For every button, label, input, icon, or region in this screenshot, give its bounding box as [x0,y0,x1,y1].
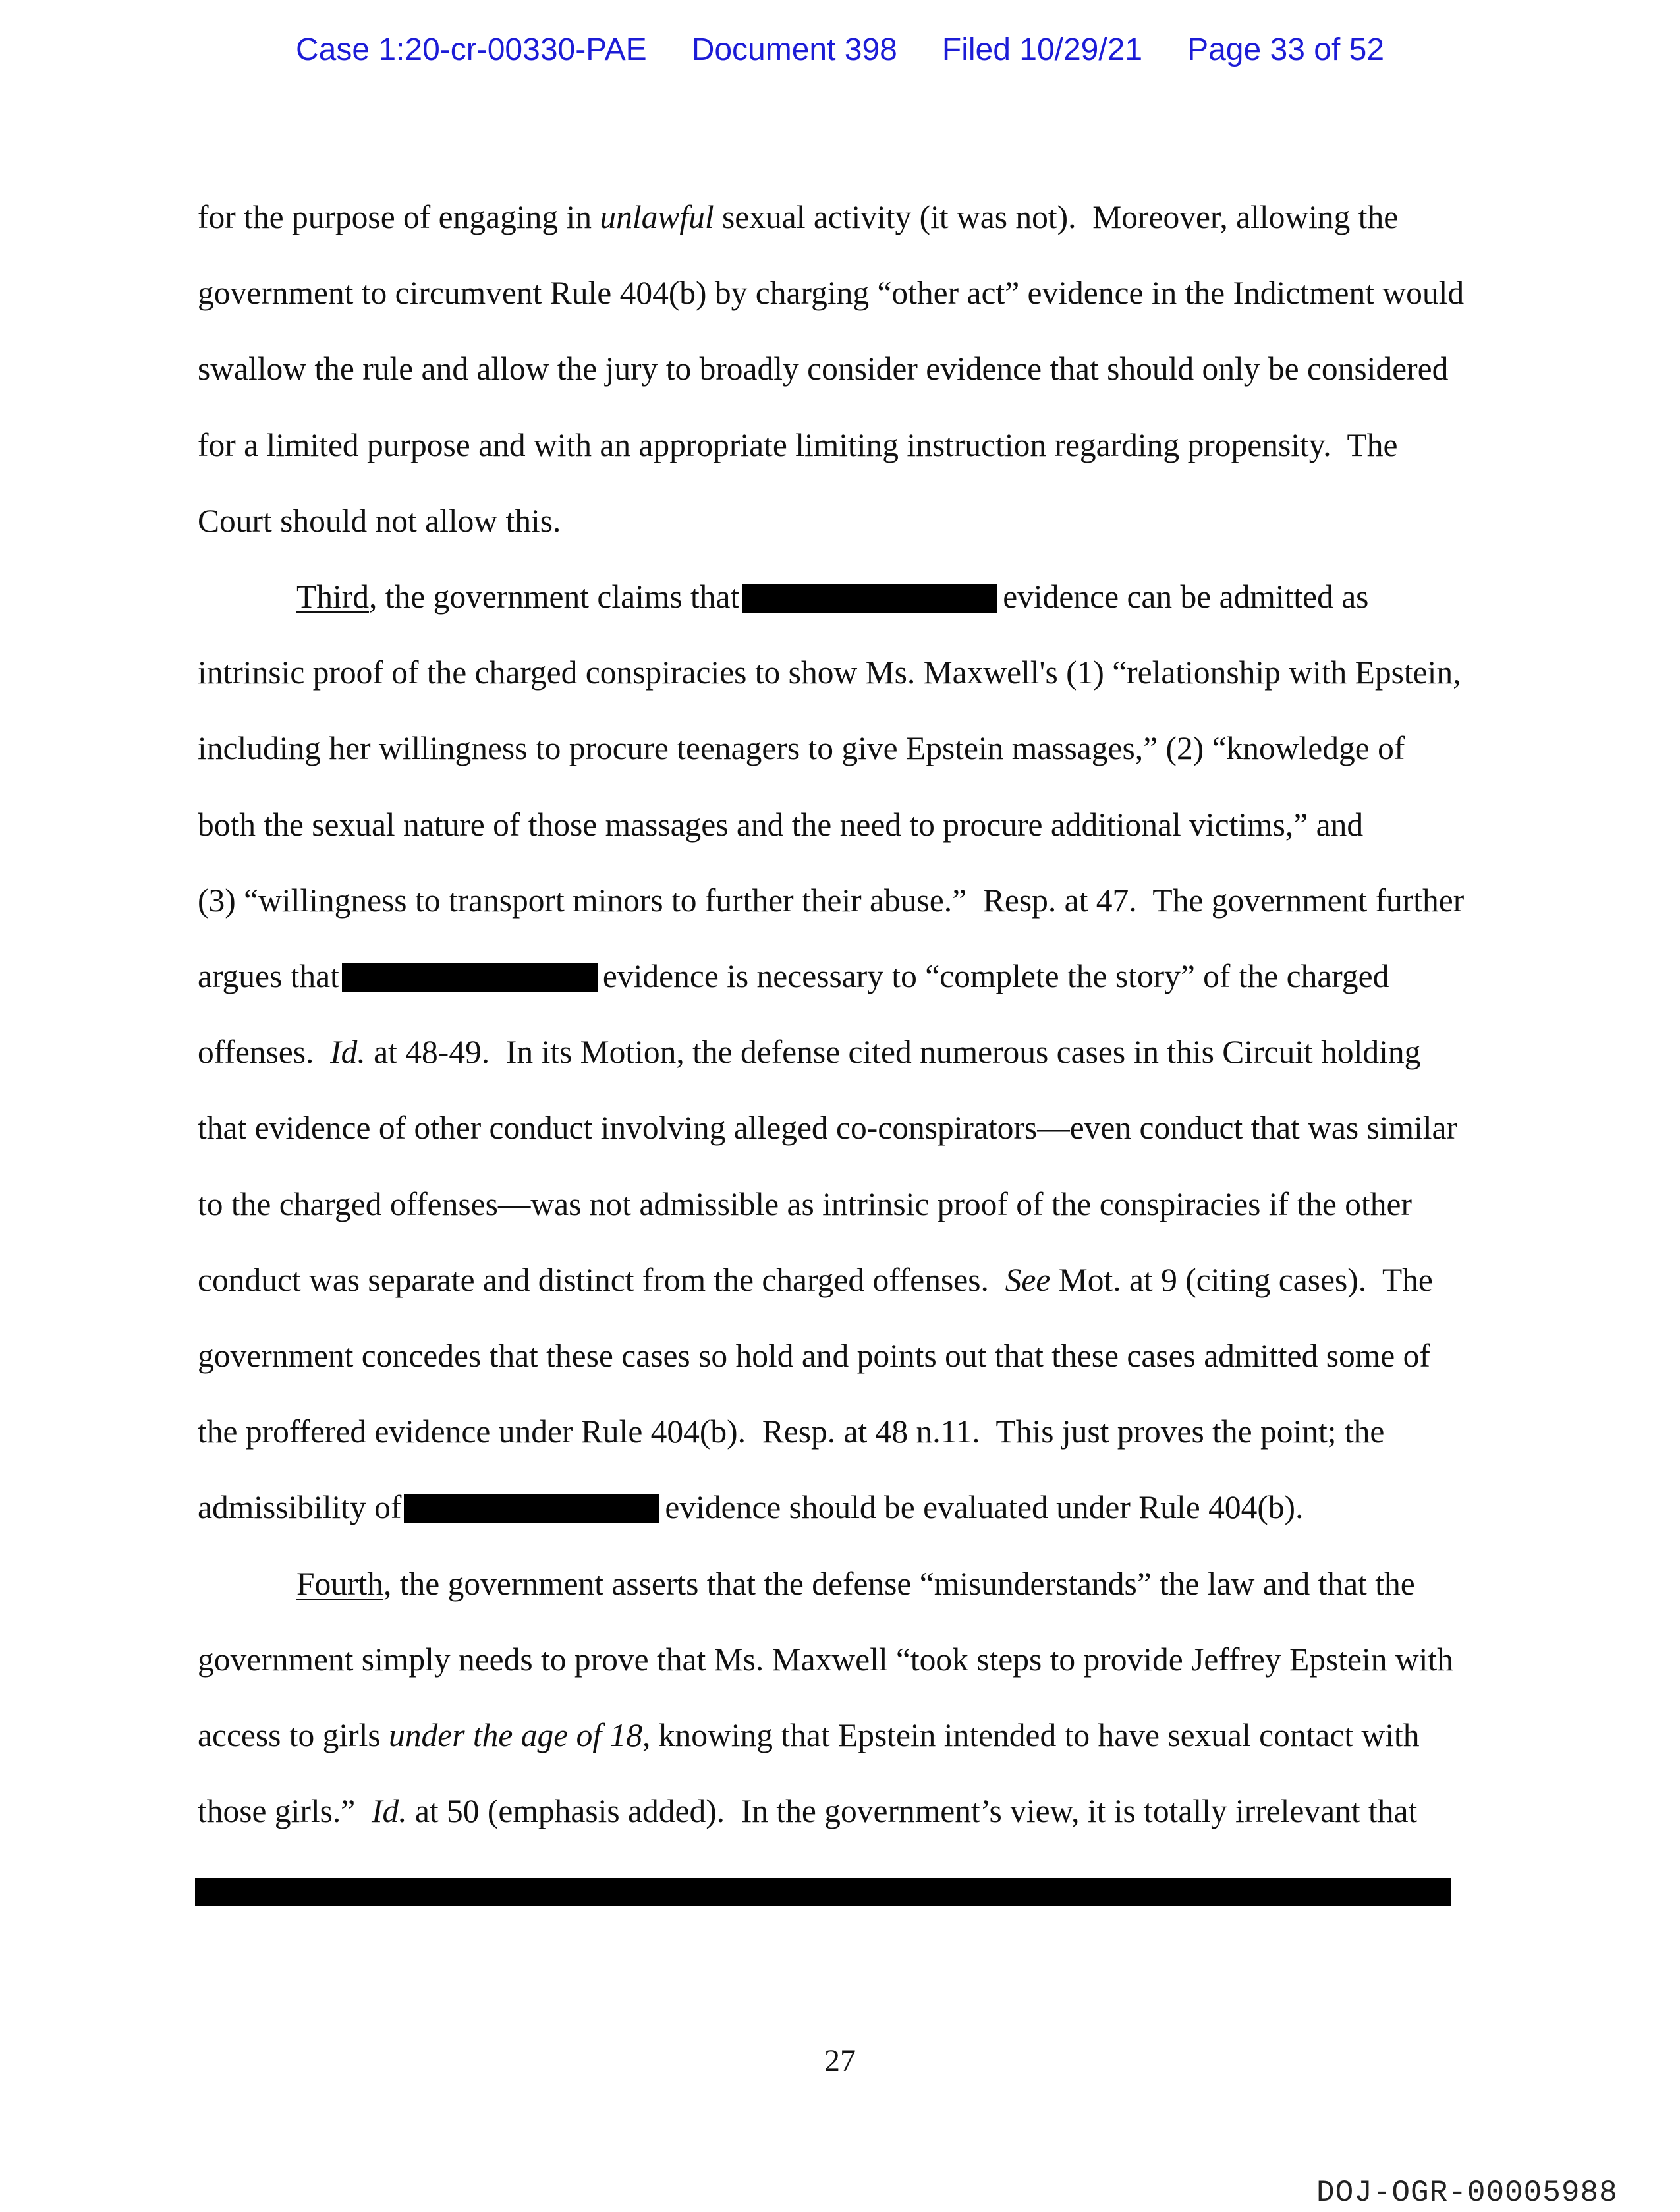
text-segment: , the government claims that [368,579,740,615]
text-segment: at 50 (emphasis added). In the government’s view, it is totally irrelevant that [406,1793,1418,1830]
text-line [198,653,1461,693]
redaction-box [342,963,598,992]
text-line [198,729,1405,768]
text-segment: intrinsic proof of the charged conspiracies to show Ms. Maxwell's (1) “relationship with Epstein, [198,654,1461,691]
text-segment: sexual activity (it was not). Moreover, allowing the [714,199,1399,235]
italic-text: unlawful [600,199,714,235]
italic-text: Id. [330,1034,366,1071]
italic-text: See [1005,1261,1051,1298]
text-segment: government concedes that these cases so hold and points out that these cases admitted some of [198,1338,1430,1374]
text-line [198,881,1464,921]
italic-text: under the age of 18 [389,1717,642,1753]
page-number: 27 [824,2043,856,2078]
text-segment: evidence can be admitted as [1003,579,1369,615]
text-segment: government to circumvent Rule 404(b) by charging “other act” evidence in the Indictment would [198,275,1465,312]
text-line [198,1792,1417,1831]
text-line [296,1564,1415,1604]
text-segment: government simply needs to prove that Ms. Maxwell “took steps to provide Jeffrey Epstein with [198,1641,1453,1678]
text-line [198,1261,1433,1300]
text-segment: Mot. at 9 (citing cases). The [1050,1261,1433,1298]
text-segment: the proffered evidence under Rule 404(b). Resp. at 48 n.11. This just proves the point; the [198,1413,1385,1450]
text-line [198,1640,1453,1680]
text-line [198,1716,1419,1755]
filed-date: Filed 10/29/21 [941,32,1143,67]
text-line [198,198,1398,237]
text-segment: swallow the rule and allow the jury to broadly consider evidence that should only be considered [198,351,1449,387]
text-segment: admissibility of [198,1489,402,1526]
text-line [198,957,1389,996]
text-line [198,501,561,541]
bates-stamp: DOJ-OGR-00005988 [1316,2176,1618,2210]
text-segment: at 48-49. In its Motion, the defense cited numerous cases in this Circuit holding [365,1034,1421,1071]
text-segment: , knowing that Epstein intended to have sexual contact with [642,1717,1420,1753]
redaction-box [742,584,997,613]
text-segment: conduct was separate and distinct from the charged offenses. [198,1261,1005,1298]
text-line [198,1108,1457,1148]
text-line [198,1488,1303,1527]
underlined-heading: Fourth [296,1565,384,1602]
text-segment: for a limited purpose and with an appropriate limiting instruction regarding propensity. The [198,426,1398,463]
text-line [198,805,1363,845]
redaction-bar [195,1878,1451,1906]
court-filing-header [0,32,1680,68]
redaction-box [404,1494,659,1523]
text-segment: to the charged offenses—was not admissible as intrinsic proof of the conspiracies if the other [198,1185,1412,1222]
text-segment: that evidence of other conduct involving alleged co-conspirators—even conduct that was similar [198,1110,1458,1147]
text-segment: access to girls [198,1717,389,1753]
text-segment: , the government asserts that the defense “misunderstands” the law and that the [383,1565,1415,1602]
text-line [198,1185,1412,1224]
text-segment: including her willingness to procure teenagers to give Epstein massages,” (2) “knowledge of [198,730,1405,767]
text-segment: (3) “willingness to transport minors to further their abuse.” Resp. at 47. The government further [198,882,1465,919]
underlined-heading: Third [296,579,369,615]
text-segment: evidence is necessary to “complete the story” of the charged [602,958,1389,994]
text-line [198,1412,1384,1452]
text-segment: for the purpose of engaging in [198,199,600,235]
text-segment: those girls.” [198,1793,372,1830]
text-segment: argues that [198,958,339,994]
text-line [296,577,1368,617]
text-line [198,1033,1420,1072]
page-indicator: Page 33 of 52 [1187,32,1385,67]
text-segment: offenses. [198,1034,331,1071]
text-segment: Court should not allow this. [198,502,561,539]
text-line [198,1336,1430,1376]
text-line [198,426,1397,465]
text-line [198,349,1448,389]
text-line [198,273,1464,313]
document-number: Document 398 [691,32,897,67]
italic-text: Id. [371,1793,407,1830]
text-segment: both the sexual nature of those massages and the need to procure additional victims,” and [198,806,1364,843]
case-number: Case 1:20-cr-00330-PAE [295,32,647,67]
text-segment: evidence should be evaluated under Rule 404(b). [665,1489,1304,1526]
